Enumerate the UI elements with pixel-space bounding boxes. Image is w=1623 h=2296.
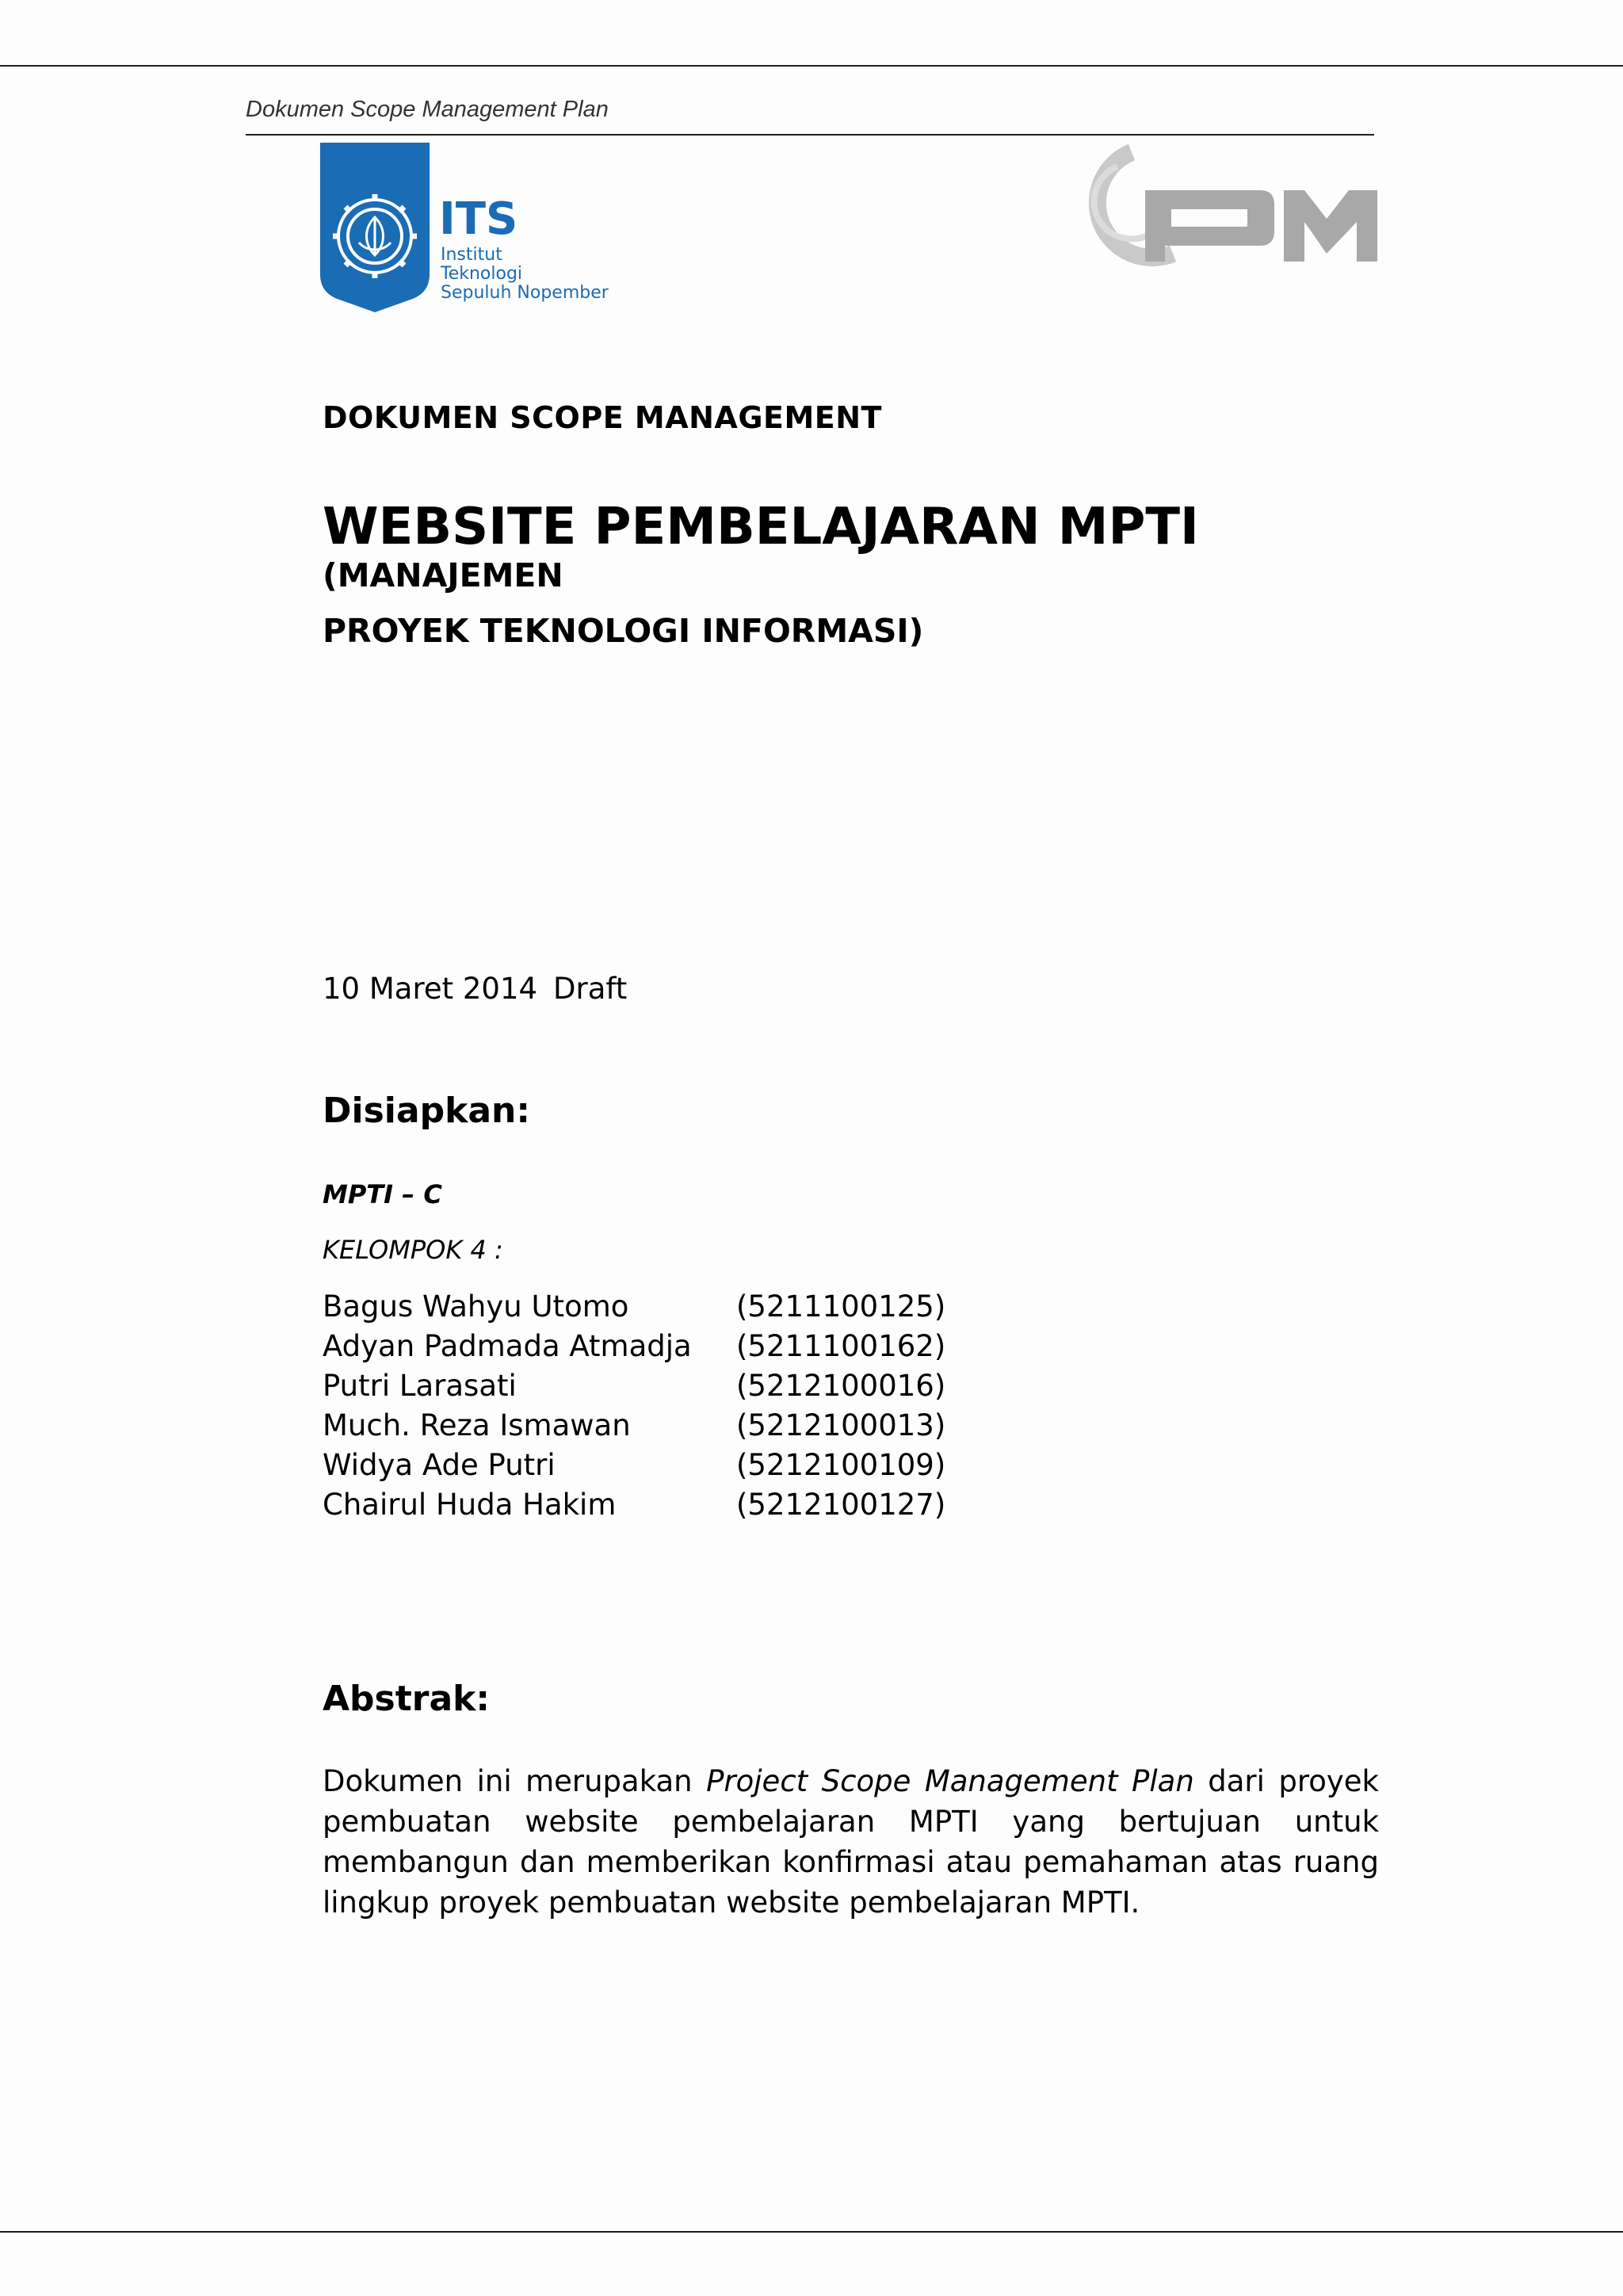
member-row: [323, 1366, 945, 1406]
title-sub-line2: PROYEK TEKNOLOGI INFORMASI): [323, 612, 924, 650]
group-label: KELOMPOK 4 :: [323, 1235, 503, 1265]
member-list: [323, 1287, 945, 1525]
its-line-2: Teknologi: [441, 264, 523, 284]
abstract-text-after: dari proyek pembuatan website pembelajaran MPTI yang bertujuan untuk membangun dan memberikan konfirmasi atau pemahaman atas ruang lingkup proyek pembuatan website pembelajaran MPTI.: [323, 1764, 1379, 1920]
title-sub-line1: (MANAJEMEN: [323, 556, 563, 594]
member-name: Widya Ade Putri: [323, 1448, 556, 1482]
header-rule: [246, 134, 1374, 136]
prepared-heading: Disiapkan:: [323, 1091, 530, 1131]
member-row: [323, 1327, 945, 1366]
its-brand-text: ITS: [439, 193, 518, 245]
abstract-heading: Abstrak:: [323, 1679, 491, 1719]
its-line-3: Sepuluh Nopember: [441, 283, 609, 303]
member-row: [323, 1406, 945, 1446]
document-type: DOKUMEN SCOPE MANAGEMENT: [323, 400, 882, 435]
member-nrp: (5212100109): [736, 1448, 946, 1482]
member-name: Chairul Huda Hakim: [323, 1488, 617, 1522]
page-bottom-rule: [0, 2231, 1623, 2233]
member-nrp: (5212100013): [736, 1408, 946, 1442]
member-nrp: (5212100016): [736, 1369, 946, 1403]
abstract-body: [323, 1761, 1379, 1923]
its-logo: [319, 143, 628, 323]
member-name: Adyan Padmada Atmadja: [323, 1329, 692, 1363]
pm-logo: [1070, 143, 1379, 273]
member-nrp: (5212100127): [736, 1488, 946, 1522]
page-top-rule: [0, 65, 1623, 67]
member-nrp: (5211100162): [736, 1329, 946, 1363]
member-row: [323, 1446, 945, 1485]
member-name: Much. Reza Ismawan: [323, 1408, 631, 1442]
abstract-text-italic: Project Scope Management Plan: [706, 1764, 1194, 1798]
abstract-text-before: Dokumen ini merupakan: [323, 1764, 707, 1798]
member-row: [323, 1287, 945, 1327]
member-nrp: (5211100125): [736, 1289, 946, 1324]
course-label: MPTI – C: [323, 1179, 442, 1209]
document-date: 10 Maret 2014: [323, 972, 538, 1006]
member-name: Bagus Wahyu Utomo: [323, 1289, 629, 1324]
member-name: Putri Larasati: [323, 1369, 517, 1403]
its-line-1: Institut: [441, 245, 502, 265]
document-title: [323, 498, 1384, 650]
title-main: WEBSITE PEMBELAJARAN MPTI: [323, 498, 1199, 556]
member-row: [323, 1485, 945, 1525]
date-status-line: [323, 972, 627, 1006]
running-header: Dokumen Scope Management Plan: [246, 97, 609, 122]
document-status: Draft: [553, 972, 628, 1006]
